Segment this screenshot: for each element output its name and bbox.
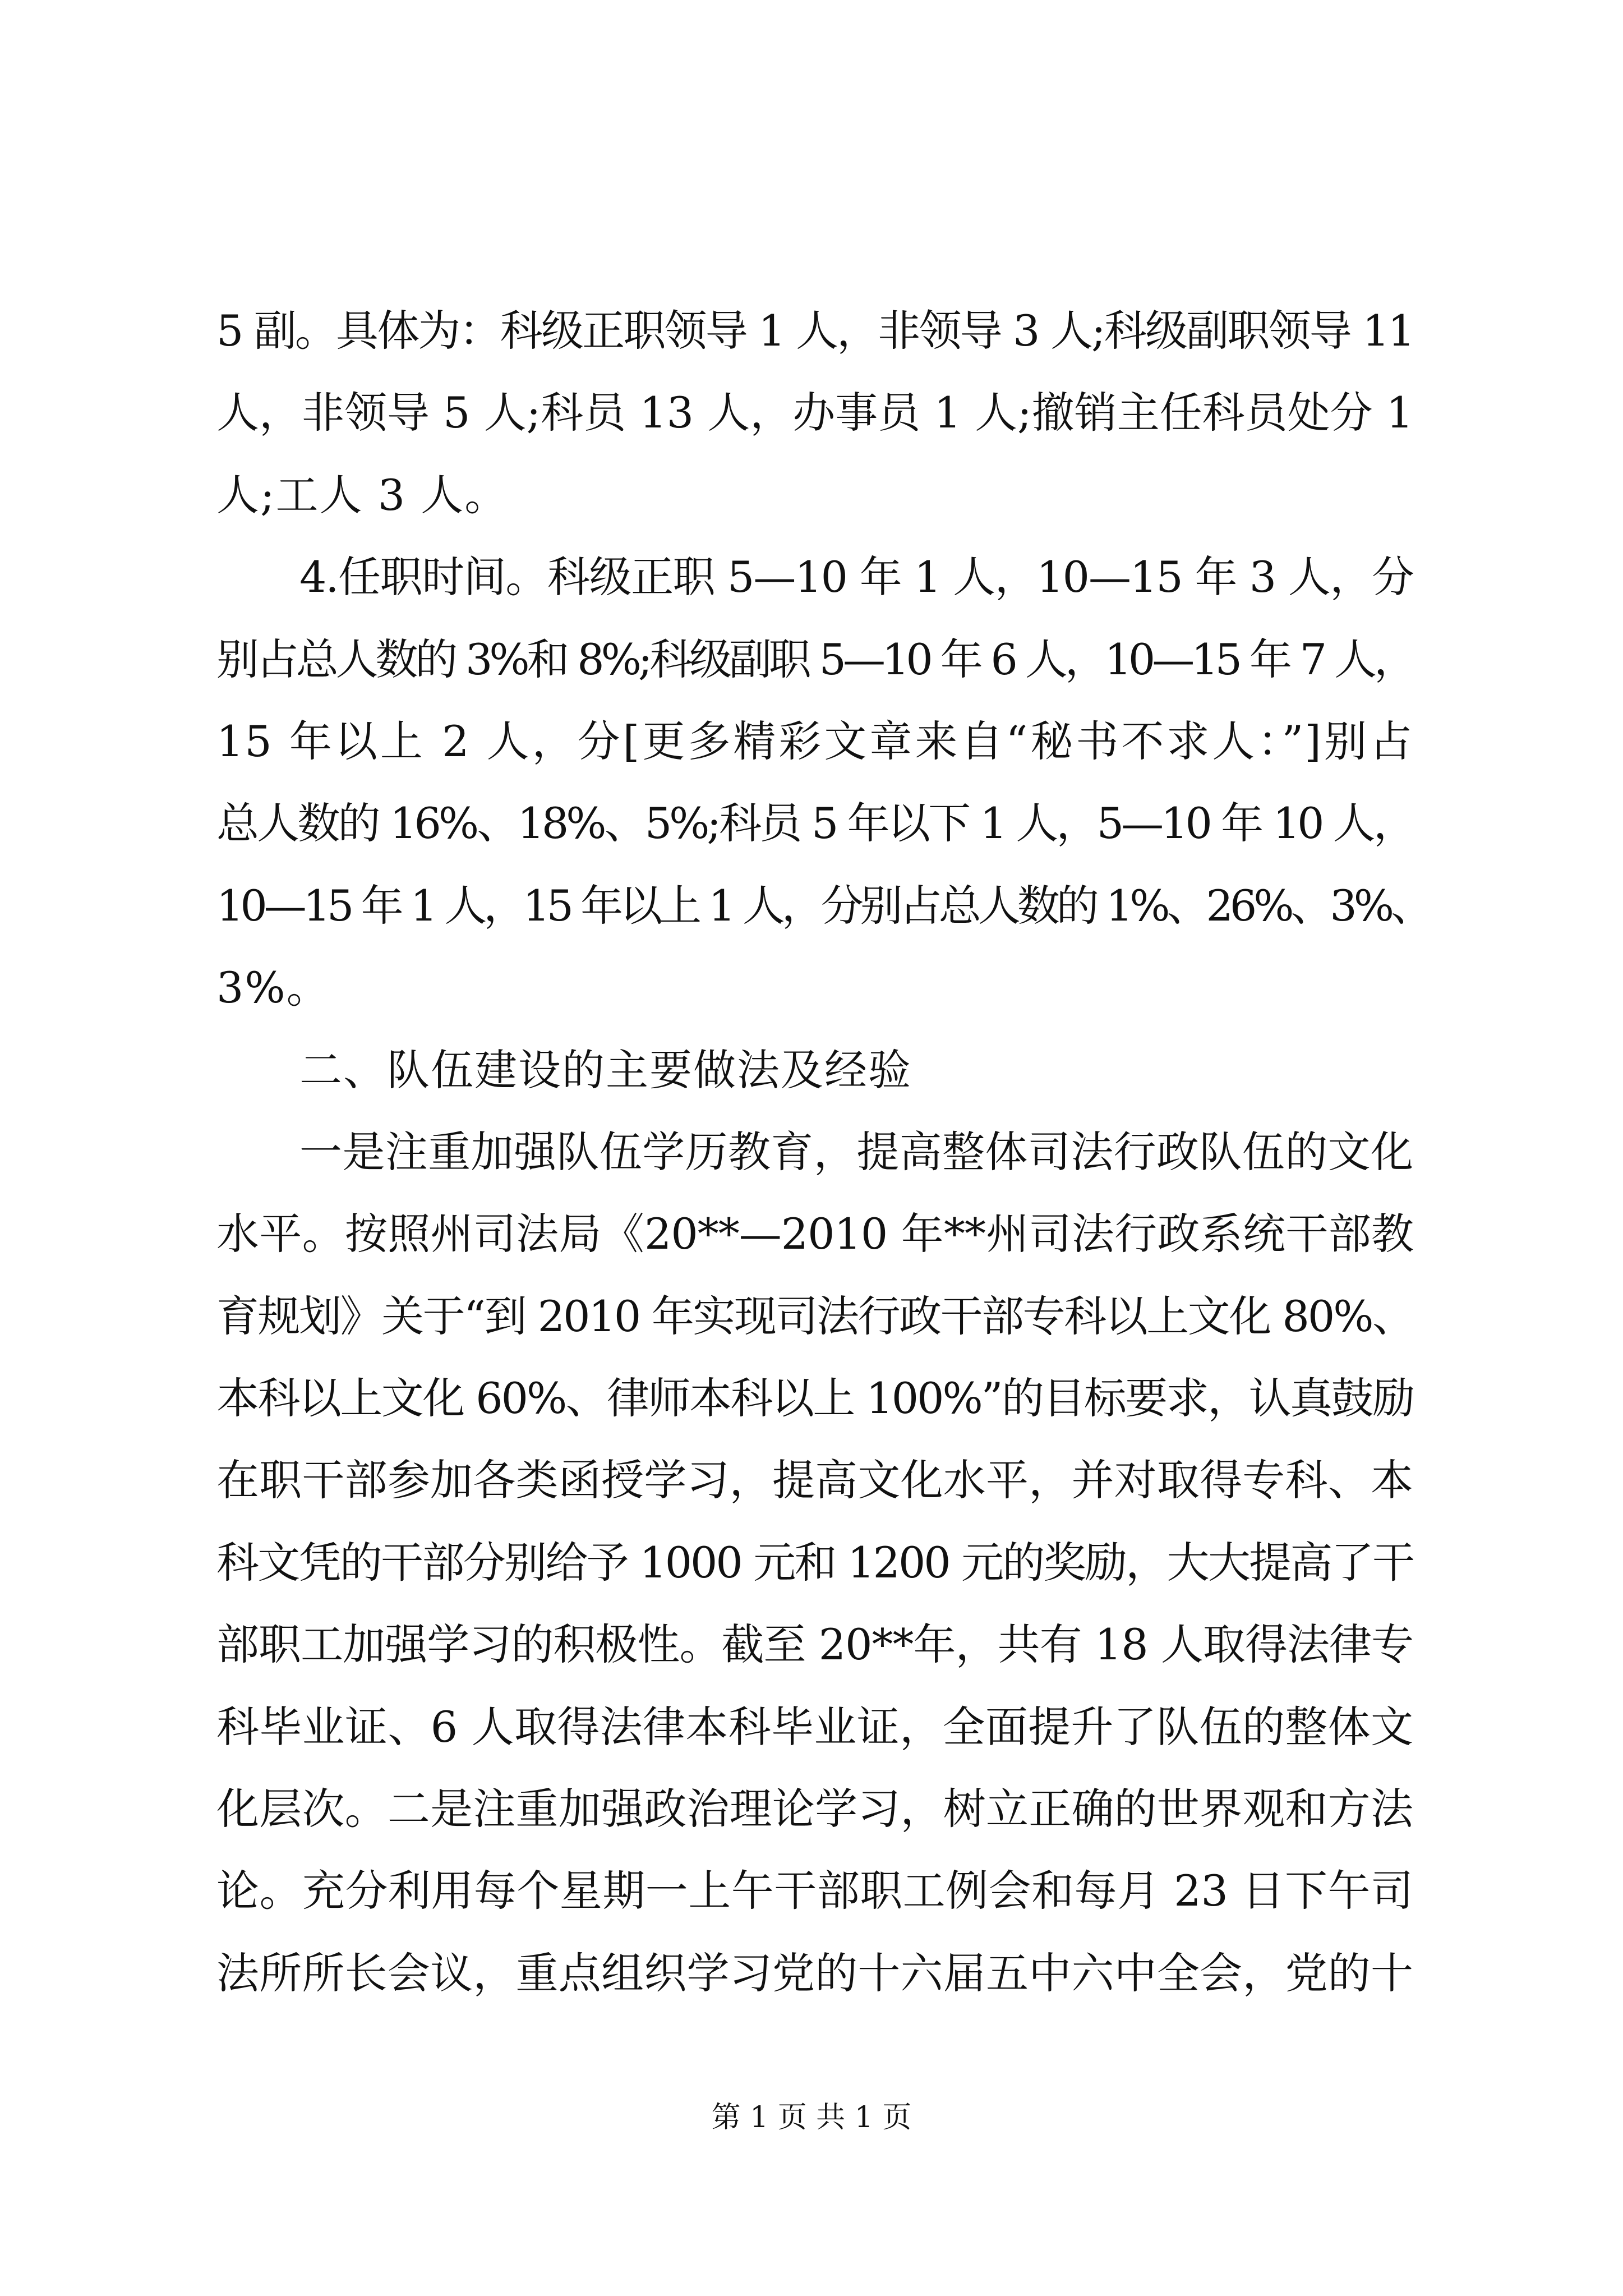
text-line: 一是注重加强队伍学历教育，提高整体司法行政队伍的文化 (299, 1126, 1413, 1177)
text-line: 人，非领导 5 人;科员 13 人，办事员 1 人;撤销主任科员处分 1 (216, 388, 1414, 438)
text-line: 本科以上文化 60%、律师本科以上 100%”的目标要求，认真鼓励 (216, 1373, 1413, 1424)
text-line: 总人数的 16%、18%、5%;科员 5 年以下 1 人，5—10 年 10 人， (216, 798, 1413, 849)
text-line: 3%。 (216, 963, 330, 1013)
text-line: 4.任职时间。科级正职 5—10 年 1 人，10—15 年 3 人，分 (299, 552, 1413, 602)
text-line: 水平。按照州司法局《20**—2010 年**州司法行政系统干部教 (216, 1209, 1413, 1259)
page-footer: 第 1 页 共 1 页 (711, 2101, 912, 2134)
text-line: 部职工加强学习的积极性。截至 20**年，共有 18 人取得法律专 (216, 1619, 1413, 1670)
text-line: 10—15 年 1 人，15 年以上 1 人，分别占总人数的 1%、26%、3%、 (216, 880, 1430, 931)
section-heading: 二、队伍建设的主要做法及经验 (299, 1045, 912, 1095)
text-line: 科毕业证、6 人取得法律本科毕业证，全面提升了队伍的整体文 (216, 1701, 1413, 1752)
text-line: 科文凭的干部分别给予 1000 元和 1200 元的奖励，大大提高了干 (216, 1537, 1413, 1588)
text-line: 在职干部参加各类函授学习，提高文化水平，并对取得专科、本 (216, 1455, 1413, 1506)
text-line: 法所所长会议，重点组织学习党的十六届五中六中全会，党的十 (216, 1948, 1413, 1998)
text-line: 人;工人 3 人。 (216, 470, 509, 520)
text-line: 5 副。具体为：科级正职领导 1 人，非领导 3 人;科级副职领导 11 (216, 306, 1413, 356)
text-line: 15 年以上 2 人，分[更多精彩文章来自“秘书不求人：”]别占 (216, 716, 1413, 766)
text-line: 育规划》关于“到 2010 年实现司法行政干部专科以上文化 80%、 (216, 1291, 1413, 1341)
text-line: 论。充分利用每个星期一上午干部职工例会和每月 23 日下午司 (216, 1866, 1413, 1916)
document-body (216, 303, 1430, 2027)
text-line: 化层次。二是注重加强政治理论学习，树立正确的世界观和方法 (216, 1784, 1413, 1834)
text-line: 别占总人数的 3%和 8%;科级副职 5—10 年 6 人，10—15 年 7 人， (216, 634, 1413, 684)
